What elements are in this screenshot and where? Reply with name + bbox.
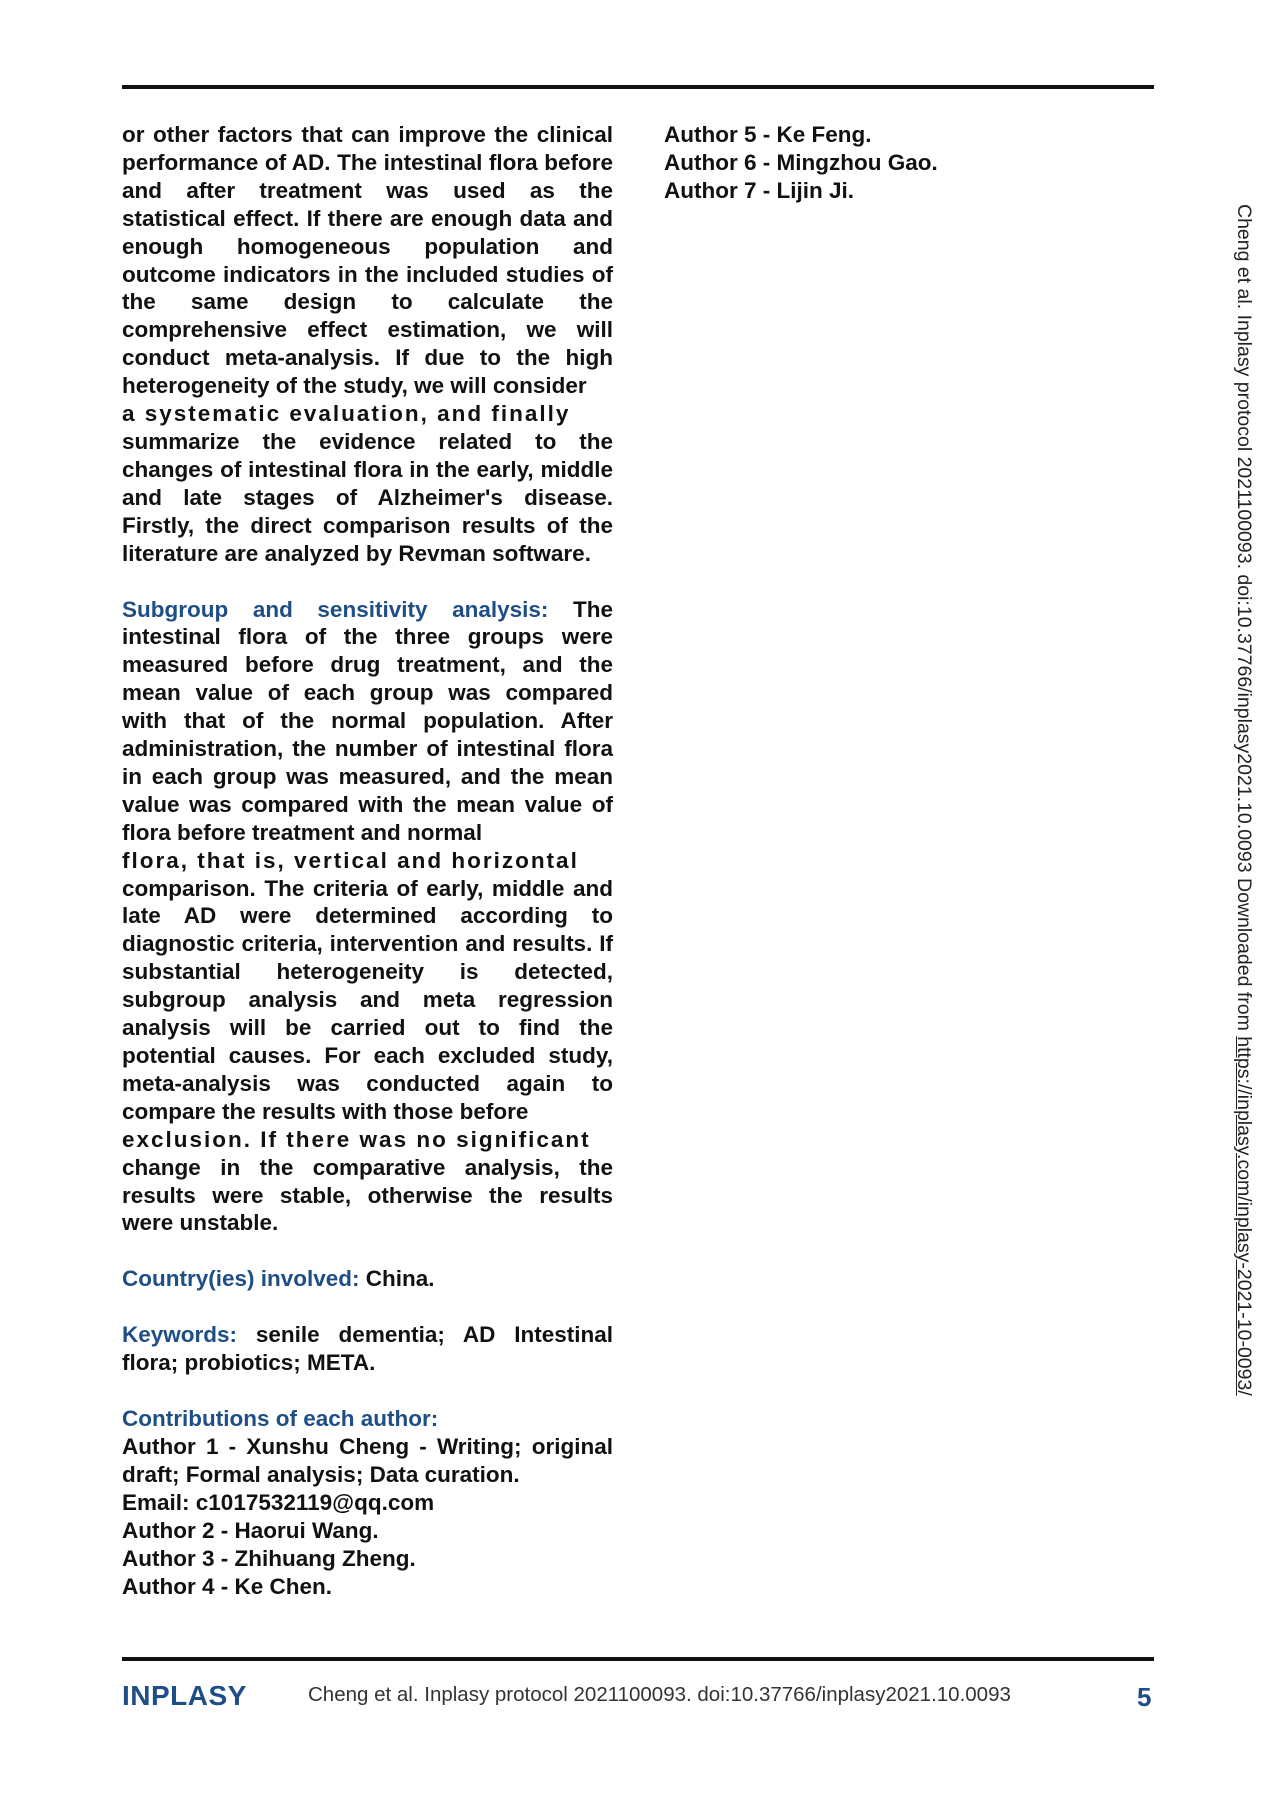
author-3: Author 3 - Zhihuang Zheng. bbox=[122, 1545, 416, 1571]
subgroup-paragraph bbox=[122, 596, 613, 1238]
author-2: Author 2 - Haorui Wang. bbox=[122, 1517, 379, 1543]
country-value: China. bbox=[365, 1266, 435, 1292]
contributions-heading: Contributions of each author: bbox=[122, 1406, 439, 1432]
page-number: 5 bbox=[1137, 1682, 1152, 1712]
header-rule bbox=[122, 85, 1154, 89]
methods-paragraph bbox=[122, 121, 613, 568]
author-email: Email: c1017532119@qq.com bbox=[122, 1489, 435, 1515]
side-note-text: Cheng et al. Inplasy protocol 2021100093. doi:10.37766/inplasy2021.10.0093 Downloaded from bbox=[1233, 204, 1255, 1037]
methods-text-3: summarize the evidence related to the changes of intestinal flora in the early, middle and late stages of Alzheimer's disease. Firstly, the direct comparison results of the literature are analyzed by Revman software. bbox=[122, 428, 613, 566]
right-column bbox=[664, 121, 1084, 205]
author-7: Author 7 - Lijin Ji. bbox=[664, 177, 854, 203]
subgroup-text-3: comparison. The criteria of early, middle and late AD were determined according to diagnostic criteria, intervention and results. If substantial heterogeneity is detected, subgroup analysis and meta regression analysis will be carried out to find the potential causes. For each excluded study, meta-analysis was conducted again to compare the results with those before bbox=[122, 875, 613, 1124]
author-5: Author 5 - Ke Feng. bbox=[664, 122, 872, 147]
country-paragraph bbox=[122, 1265, 613, 1293]
side-download-note bbox=[1232, 204, 1255, 1396]
keywords-paragraph bbox=[122, 1321, 613, 1377]
keywords-label: Keywords: bbox=[122, 1322, 238, 1348]
side-note-link[interactable]: https://inplasy.com/inplasy-2021-10-0093/ bbox=[1233, 1036, 1255, 1396]
subgroup-text-2: flora, that is, vertical and horizontal bbox=[122, 847, 579, 873]
methods-text-1: or other factors that can improve the clinical performance of AD. The intestinal flora before and after treatment was used as the statistical effect. If there are enough data and enough homogeneous population and outcome indicators in the included studies of the same design to calculate the comprehensive effect estimation, we will conduct meta-analysis. If due to the high heterogeneity of the study, we will consider bbox=[122, 122, 613, 399]
keywords-value: senile dementia; AD Intestinal flora; probiotics; META. bbox=[122, 1322, 613, 1376]
author-1: Author 1 - Xunshu Cheng - Writing; original draft; Formal analysis; Data curation. bbox=[122, 1433, 613, 1487]
footer-brand-logo: INPLASY bbox=[122, 1680, 247, 1711]
footer-citation: Cheng et al. Inplasy protocol 2021100093. doi:10.37766/inplasy2021.10.0093 bbox=[308, 1683, 1011, 1706]
contributions-section bbox=[122, 1405, 613, 1600]
left-column bbox=[122, 121, 613, 1600]
subgroup-text-1: The intestinal flora of the three groups were measured before drug treatment, and the mean value of each group was compared with that of the normal population. After administration, the number of intestinal flora in each group was measured, and the mean value was compared with the mean value of flora before treatment and normal bbox=[122, 596, 613, 845]
subgroup-text-5: change in the comparative analysis, the results were stable, otherwise the results were unstable. bbox=[122, 1154, 613, 1236]
subgroup-text-4: exclusion. If there was no significant bbox=[122, 1126, 591, 1152]
author-6: Author 6 - Mingzhou Gao. bbox=[664, 149, 938, 175]
methods-text-2: a systematic evaluation, and finally bbox=[122, 401, 571, 427]
footer-rule bbox=[122, 1657, 1154, 1661]
author-4: Author 4 - Ke Chen. bbox=[122, 1573, 333, 1599]
country-label: Country(ies) involved: bbox=[122, 1266, 360, 1292]
subgroup-heading: Subgroup and sensitivity analysis: bbox=[122, 596, 549, 622]
